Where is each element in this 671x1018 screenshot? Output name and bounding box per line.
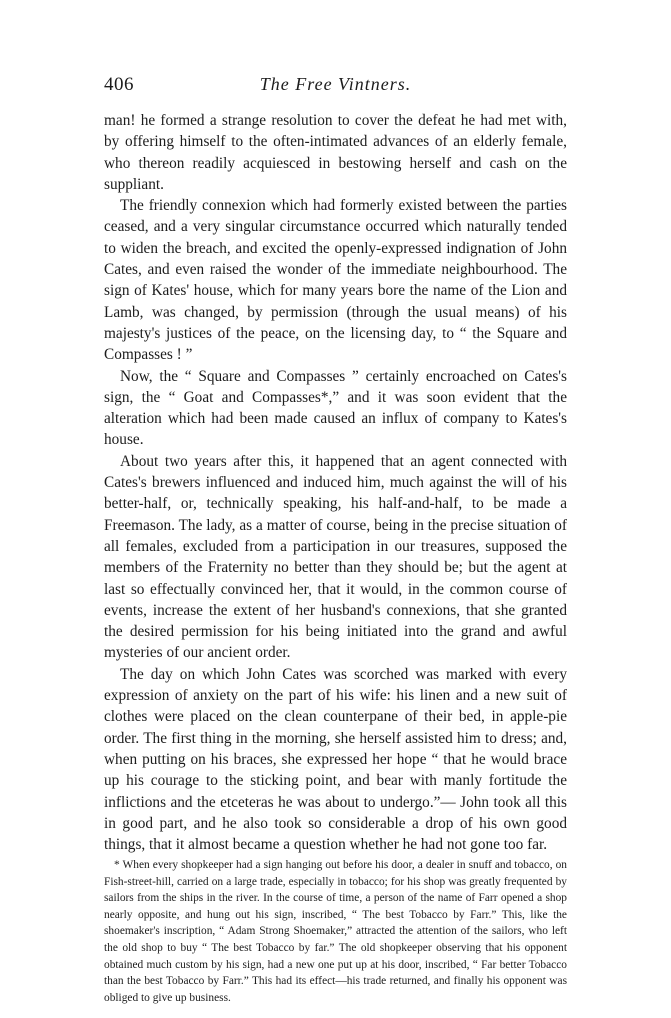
footnote-text: * When every shopkeeper had a sign hanging out before his door, a dealer in snuff and tobacco, on Fish-street-hill, carried on a large trade, especially in tobacco; for his shop was greatly frequented by sailors from the ships in the river. In the course of time, a person of the name of Farr opened a shop nearly opposite, and hung out his sign, inscribed, “ The best Tobacco by Farr.” This, like the shoemaker's inscription, “ Adam Strong Shoemaker,” attracted the attention of the sailors, who left the old shop to buy “ The best Tobacco by far.” The old shopkeeper observing that his opponent obtained much custom by his sign, had a new one put up at his door, inscribed, “ Far better Tobacco than the best Tobacco by Farr.” This had its effect—his trade returned, and finally his opponent was obliged to give up business. [104,859,567,1004]
running-head [104,74,567,100]
paragraph-two-years-after: About two years after this, it happened that an agent connected with Cates's brewers influenced and induced him, much against the will of his better-half, or, technically speaking, his half-and-half, to be made a Freemason. The lady, as a matter of course, being in the precise situation of all females, excluded from a participation in our treasures, supposed the members of the Fraternity no better than they should be; but the agent at last so effectually convinced her, that it would, in the common course of events, increase the extent of her husband's connexions, that she granted the desired permission for his being initiated into the grand and awful mysteries of our ancient order. [104,452,567,662]
footnote [104,857,567,1006]
paragraph-square-and-compasses: Now, the “ Square and Compasses ” certainly encroached on Cates's sign, the “ Goat and Compasses*,” and it was soon evident that the alteration which had been made caused an influx of company to Kates's house. [104,367,567,449]
page-number: 406 [104,74,134,95]
paragraph-day-of-initiation: The day on which John Cates was scorched was marked with every expression of anxiety on the part of his wife: his linen and a new suit of clothes were placed on the clean counterpane of their bed, in apple-pie order. The first thing in the morning, she herself assisted him to dress; and, when putting on his braces, she expressed her hope “ that he would brace up his courage to the sticking point, and bear with manly fortitude the inflictions and the etceteras he was about to undergo.”— John took all this in good part, and he also took so considerable a drop of his own good things, that it almost became a question whether he had not gone too far. [104,665,567,854]
running-title: The Free Vintners. [259,74,412,94]
paragraph-continuation: man! he formed a strange resolution to cover the defeat he had met with, by offering himself to the often-intimated advances of an elderly female, who thereon readily acquiesced in bestowing herself and cash on the suppliant. [104,112,567,193]
body-text [104,110,567,855]
paragraph-friendly-connexion: The friendly connexion which had formerly existed between the parties ceased, and a very singular circumstance occurred which naturally tended to widen the breach, and excited the openly-expressed indignation of John Cates, and even raised the wonder of the immediate neighbourhood. The sign of Kates' house, which for many years bore the name of the Lion and Lamb, was changed, by permission (through the usual means) of his majesty's justices of the peace, on the licensing day, to “ the Square and Compasses ! ” [104,197,567,364]
